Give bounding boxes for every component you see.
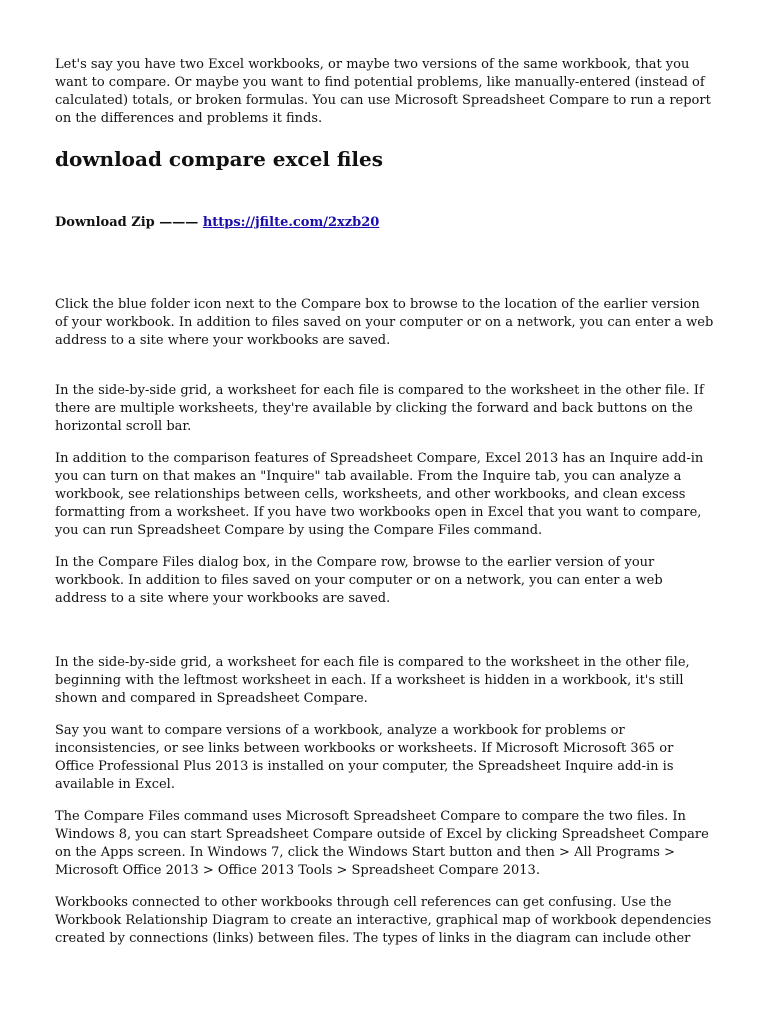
paragraph-1: Click the blue folder icon next to the Compare box to browse to the location of the earlier version of your workbook. In addition to files saved on your computer or on a network, you can enter a web address to a site where your workbooks are saved. <box>55 297 714 348</box>
paragraph-7: The Compare Files command uses Microsoft Spreadsheet Compare to compare the two files. In Windows 8, you can start Spreadsheet Compare outside of Excel by clicking Spreadsheet Compare on the Apps screen. In Windows 7, click the Windows Start button and then > All Programs > Microsoft Office 2013 > Office 2013 Tools > Spreadsheet Compare 2013. <box>55 809 709 878</box>
download-line <box>55 214 715 232</box>
paragraph-6: Say you want to compare versions of a workbook, analyze a workbook for problems or inconsistencies, or see links between workbooks or worksheets. If Microsoft Microsoft 365 or Office Professional Plus 2013 is installed on your computer, the Spreadsheet Inquire add-in is available in Excel. <box>55 723 674 792</box>
document-page <box>55 56 715 962</box>
paragraph-5: In the side-by-side grid, a worksheet for each file is compared to the worksheet in the other file, beginning with the leftmost worksheet in each. If a worksheet is hidden in a workbook, it's still shown and compared in Spreadsheet Compare. <box>55 655 690 706</box>
paragraph-2: In the side-by-side grid, a worksheet for each file is compared to the worksheet in the other file. If there are multiple worksheets, they're available by clicking the forward and back buttons on the horizontal scroll bar. <box>55 383 704 434</box>
paragraph-4: In the Compare Files dialog box, in the Compare row, browse to the earlier version of your workbook. In addition to files saved on your computer or on a network, you can enter a web address to a site where your workbooks are saved. <box>55 555 663 606</box>
page-title: download compare excel files <box>55 147 384 171</box>
download-link[interactable]: https://jfilte.com/2xzb20 <box>202 215 380 230</box>
intro-paragraph: Let's say you have two Excel workbooks, or maybe two versions of the same workbook, that you want to compare. Or maybe you want to find potential problems, like manually-entered (instead of calculated) totals, or broken formulas. You can use Microsoft Spreadsheet Compare to run a report on the differences and problems it finds. <box>55 57 711 126</box>
paragraph-8: Workbooks connected to other workbooks through cell references can get confusing. Use the Workbook Relationship Diagram to create an interactive, graphical map of workbook dependencies created by connections (links) between files. The types of links in the diagram can include other <box>55 895 712 946</box>
download-label: Download Zip ——— <box>55 215 203 230</box>
paragraph-3: In addition to the comparison features of Spreadsheet Compare, Excel 2013 has an Inquire add-in you can turn on that makes an "Inquire" tab available. From the Inquire tab, you can analyze a workbook, see relationships between cells, worksheets, and other workbooks, and clean excess formatting from a worksheet. If you have two workbooks open in Excel that you want to compare, you can run Spreadsheet Compare by using the Compare Files command. <box>55 451 704 538</box>
